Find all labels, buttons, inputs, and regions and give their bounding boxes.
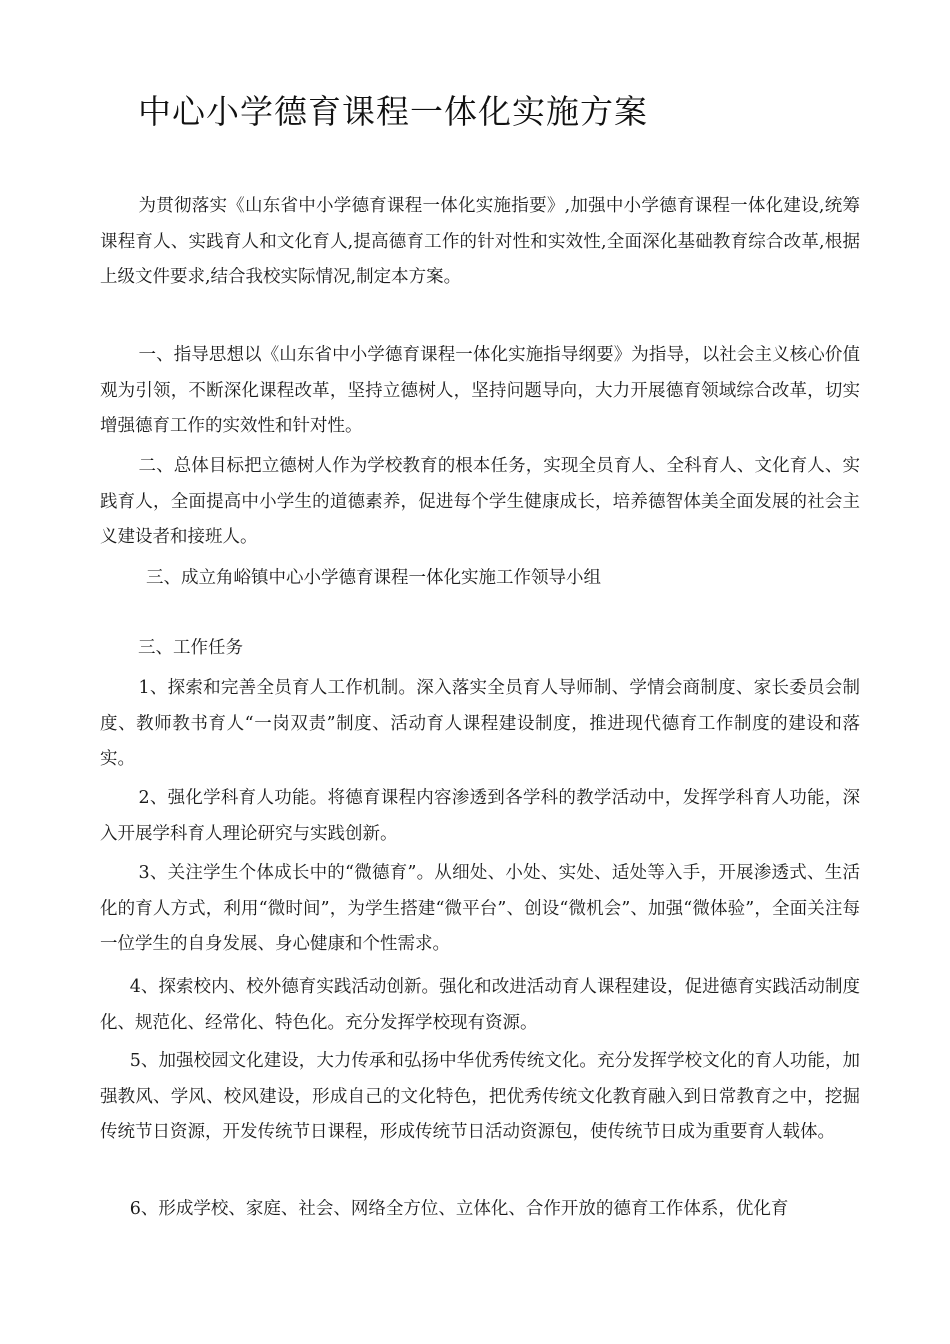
task-item-6: 6、形成学校、家庭、社会、网络全方位、立体化、合作开放的德育工作体系，优化育: [129, 1199, 789, 1219]
intro-paragraph: 为贯彻落实《山东省中小学德育课程一体化实施指要》,加强中小学德育课程一体化建设,统筹课程育人、实践育人和文化育人,提高德育工作的针对性和实效性,全面深化基础教育综合改革,根据上级文件要求,结合我校实际情况,制定本方案。: [100, 196, 860, 287]
task-item-3: 3、关注学生个体成长中的“微德育”。从细处、小处、实处、适处等入手，开展渗透式、生活化的育人方式，利用“微时间”，为学生搭建“微平台”、创设“微机会”、加强“微体验”，全面关注每一位学生的自身发展、身心健康和个性需求。: [100, 863, 860, 954]
section-guiding-ideology: 一、指导思想以《山东省中小学德育课程一体化实施指导纲要》为指导，以社会主义核心价值观为引领，不断深化课程改革，坚持立德树人，坚持问题导向，大力开展德育领域综合改革，切实增强德育工作的实效性和针对性。: [100, 345, 860, 436]
task-item-1: 1、探索和完善全员育人工作机制。深入落实全员育人导师制、学情会商制度、家长委员会制度、教师教书育人“一岗双责”制度、活动育人课程建设制度，推进现代德育工作制度的建设和落实。: [100, 678, 860, 769]
task-item-2: 2、强化学科育人功能。将德育课程内容渗透到各学科的教学活动中，发挥学科育人功能，深入开展学科育人理论研究与实践创新。: [100, 788, 860, 844]
task-item-4: 4、探索校内、校外德育实践活动创新。强化和改进活动育人课程建设，促进德育实践活动制度化、规范化、经常化、特色化。充分发挥学校现有资源。: [100, 977, 860, 1033]
page-title: 中心小学德育课程一体化实施方案: [138, 92, 648, 131]
section-overall-goal: 二、总体目标把立德树人作为学校教育的根本任务，实现全员育人、全科育人、文化育人、实践育人，全面提高中小学生的道德素养，促进每个学生健康成长，培养德智体美全面发展的社会主义建设者和接班人。: [100, 456, 860, 547]
section-leading-group: 三、成立角峪镇中心小学德育课程一体化实施工作领导小组: [146, 568, 601, 588]
section-work-tasks-heading: 三、工作任务: [138, 638, 243, 658]
task-item-5: 5、加强校园文化建设，大力传承和弘扬中华优秀传统文化。充分发挥学校文化的育人功能，加强教风、学风、校风建设，形成自己的文化特色，把优秀传统文化教育融入到日常教育之中，挖掘传统节日资源，开发传统节日课程，形成传统节日活动资源包，使传统节日成为重要育人载体。: [100, 1051, 860, 1142]
